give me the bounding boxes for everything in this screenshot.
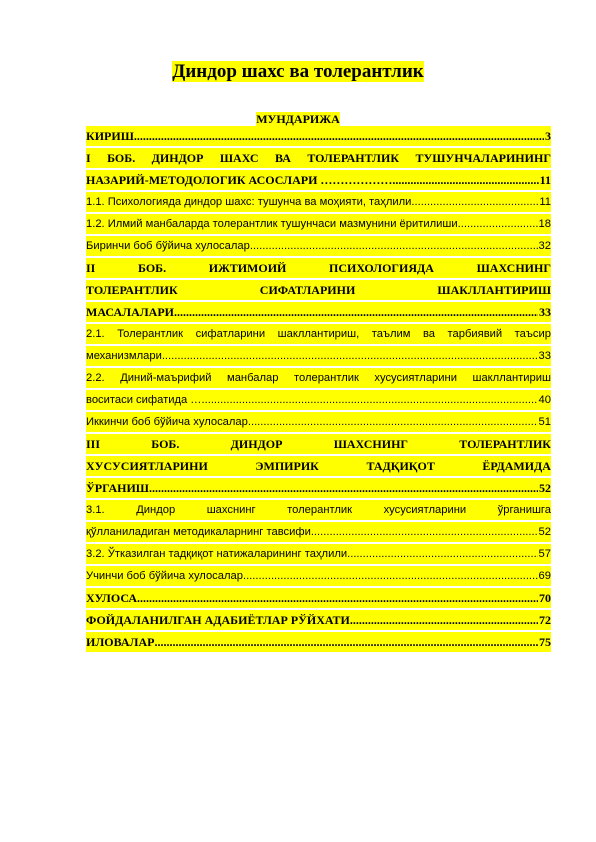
toc-word: ВА [274, 151, 291, 165]
leader-dots [137, 588, 538, 608]
toc-entry-text: Учинчи боб бўйича хулосалар [86, 570, 243, 582]
leader-dots [392, 170, 538, 190]
toc-word: шакллантириш [472, 372, 551, 384]
toc-word: III [86, 437, 101, 451]
toc-entry-chapter1-line1 [86, 148, 551, 168]
toc-word: ЭМПИРИК [255, 459, 319, 473]
toc-word: ва [422, 328, 436, 340]
toc-word: ШАХС [219, 151, 259, 165]
toc-entry-text: механизмлари [86, 350, 162, 362]
toc-heading-text: МУНДАРИЖА [256, 112, 340, 126]
toc-entry-2-2-line1 [86, 368, 551, 388]
toc-entry-text: 1.2. Илмий манбаларда толерантлик тушунчаси мазмунини ёритилиши [86, 218, 458, 230]
toc-entry-text: қўлланиладиган методикаларнинг тавсифи [86, 526, 311, 538]
toc-entry-chapter3-line2 [86, 456, 551, 476]
toc-entry-page: 11 [539, 196, 551, 208]
table-of-contents [86, 126, 551, 654]
toc-word: ЁРДАМИДА [482, 459, 551, 473]
toc-entry-page: 70 [539, 591, 551, 605]
leader-dots [134, 126, 544, 146]
toc-entry-text: КИРИШ [86, 129, 134, 143]
toc-entry-chapter3-line1 [86, 434, 551, 454]
toc-entry-2-1 [86, 346, 551, 366]
leader-dots [350, 610, 538, 630]
toc-word: ИЖТИМОИЙ [208, 261, 287, 275]
toc-entry-page: 57 [538, 548, 551, 560]
leader-dots [154, 632, 538, 652]
leader-dots [458, 214, 538, 234]
toc-entry-page: 52 [539, 481, 551, 495]
toc-word: I [86, 151, 91, 165]
toc-word: БОБ. [107, 151, 136, 165]
toc-entry-3-1 [86, 522, 551, 542]
toc-entry-appendices [86, 632, 551, 652]
toc-word: ХУСУСИЯТЛАРИНИ [86, 459, 208, 473]
leader-dots [347, 544, 537, 564]
toc-entry-chapter2 [86, 302, 551, 322]
toc-word: таъсир [514, 328, 551, 340]
toc-word: БОБ. [151, 437, 180, 451]
toc-entry-text: 1.1. Психологияда диндор шахс: тушунча ва моҳияти, таҳлили [86, 196, 412, 208]
toc-word: сифатларини [195, 328, 266, 340]
leader-dots [149, 478, 538, 498]
toc-word: тарбиявий [447, 328, 503, 340]
toc-entry-summary-ch1 [86, 236, 551, 256]
toc-word: шакллантириш, [277, 328, 360, 340]
toc-entry-chapter2-line2 [86, 280, 551, 300]
leader-dots [243, 566, 538, 586]
toc-entry-page: 32 [538, 240, 551, 252]
toc-entry-text: Иккинчи боб бўйича хулосалар [86, 416, 248, 428]
toc-word: Диндор [136, 504, 176, 516]
toc-entry-text: 3.2. Ўтказилган тадқиқот натижаларининг таҳлили [86, 548, 348, 560]
leader-dots [311, 522, 538, 542]
toc-entry-1-2 [86, 214, 551, 234]
toc-entry-page: 75 [539, 635, 551, 649]
toc-entry-text: ФОЙДАЛАНИЛГАН АДАБИЁТЛАР РЎЙХАТИ [86, 613, 350, 627]
toc-word: толерантлик [293, 372, 359, 384]
leader-dots [250, 236, 538, 256]
leader-dots [411, 192, 538, 212]
toc-entry-summary-ch3 [86, 566, 551, 586]
toc-entry-2-1-line1 [86, 324, 551, 344]
toc-entry-bibliography [86, 610, 551, 630]
toc-word: ДИНДОР [151, 151, 204, 165]
document-title [0, 60, 596, 83]
toc-entry-text: ХУЛОСА [86, 591, 138, 605]
leader-dots [174, 302, 538, 322]
toc-word: ТАДҚИҚОТ [366, 459, 435, 473]
toc-word: таълим [371, 328, 411, 340]
toc-word: Толерантлик [117, 328, 184, 340]
toc-entry-text: ИЛОВАЛАР [86, 635, 155, 649]
toc-entry-text: ЎРГАНИШ [86, 481, 149, 495]
toc-word: толерантлик [287, 504, 353, 516]
toc-entry-chapter1 [86, 170, 551, 190]
toc-entry-text: МАСАЛАЛАРИ [86, 305, 175, 319]
toc-entry-page: 52 [538, 526, 551, 538]
toc-word: СИФАТЛАРИНИ [259, 283, 356, 297]
toc-entry-text: НАЗАРИЙ-МЕТОДОЛОГИК АСОСЛАРИ ……………… [86, 173, 393, 187]
toc-word: шахснинг [206, 504, 256, 516]
toc-entry-text: воситаси сифатида … [86, 394, 202, 406]
toc-word: Диний-маърифий [120, 372, 212, 384]
toc-entry-chapter2-line1 [86, 258, 551, 278]
toc-entry-chapter3 [86, 478, 551, 498]
toc-word: ШАХСНИНГ [476, 261, 551, 275]
toc-word: ТОЛЕРАНТЛИК [307, 151, 400, 165]
leader-dots [162, 346, 538, 366]
toc-word: ўрганишга [497, 504, 551, 516]
toc-word: II [86, 261, 96, 275]
toc-entry-page: 3 [545, 129, 551, 143]
toc-entry-conclusion [86, 588, 551, 608]
toc-entry-page: 72 [539, 613, 551, 627]
toc-word: ТОЛЕРАНТЛИК [86, 283, 178, 297]
toc-entry-2-2 [86, 390, 551, 410]
toc-entry-page: 40 [538, 394, 551, 406]
leader-dots [248, 412, 538, 432]
toc-entry-page: 51 [538, 416, 551, 428]
toc-word: ТУШУНЧАЛАРИНИНГ [415, 151, 551, 165]
toc-word: 3.1. [86, 504, 105, 516]
toc-word: БОБ. [137, 261, 167, 275]
toc-entry-page: 69 [538, 570, 551, 582]
toc-word: хусусиятларини [383, 504, 467, 516]
toc-entry-intro [86, 126, 551, 146]
toc-word: 2.1. [86, 328, 105, 340]
toc-word: манбалар [227, 372, 279, 384]
toc-entry-page: 18 [538, 218, 551, 230]
toc-entry-3-1-line1 [86, 500, 551, 520]
toc-entry-text: Биринчи боб бўйича хулосалар [86, 240, 250, 252]
toc-entry-1-1 [86, 192, 551, 212]
toc-entry-3-2 [86, 544, 551, 564]
toc-heading [0, 112, 596, 126]
toc-word: ШАХСНИНГ [333, 437, 409, 451]
document-title-text: Диндор шахс ва толерантлик [172, 61, 424, 82]
toc-word: ШАКЛЛАНТИРИШ [437, 283, 551, 297]
toc-word: 2.2. [86, 372, 105, 384]
leader-dots [202, 390, 538, 410]
toc-entry-summary-ch2 [86, 412, 551, 432]
toc-word: ТОЛЕРАНТЛИК [459, 437, 551, 451]
toc-entry-page: 11 [539, 173, 551, 187]
toc-entry-page: 33 [538, 350, 551, 362]
toc-word: ДИНДОР [230, 437, 283, 451]
toc-entry-page: 33 [539, 305, 551, 319]
toc-word: хусусиятларини [374, 372, 457, 384]
toc-word: ПСИХОЛОГИЯДА [329, 261, 434, 275]
